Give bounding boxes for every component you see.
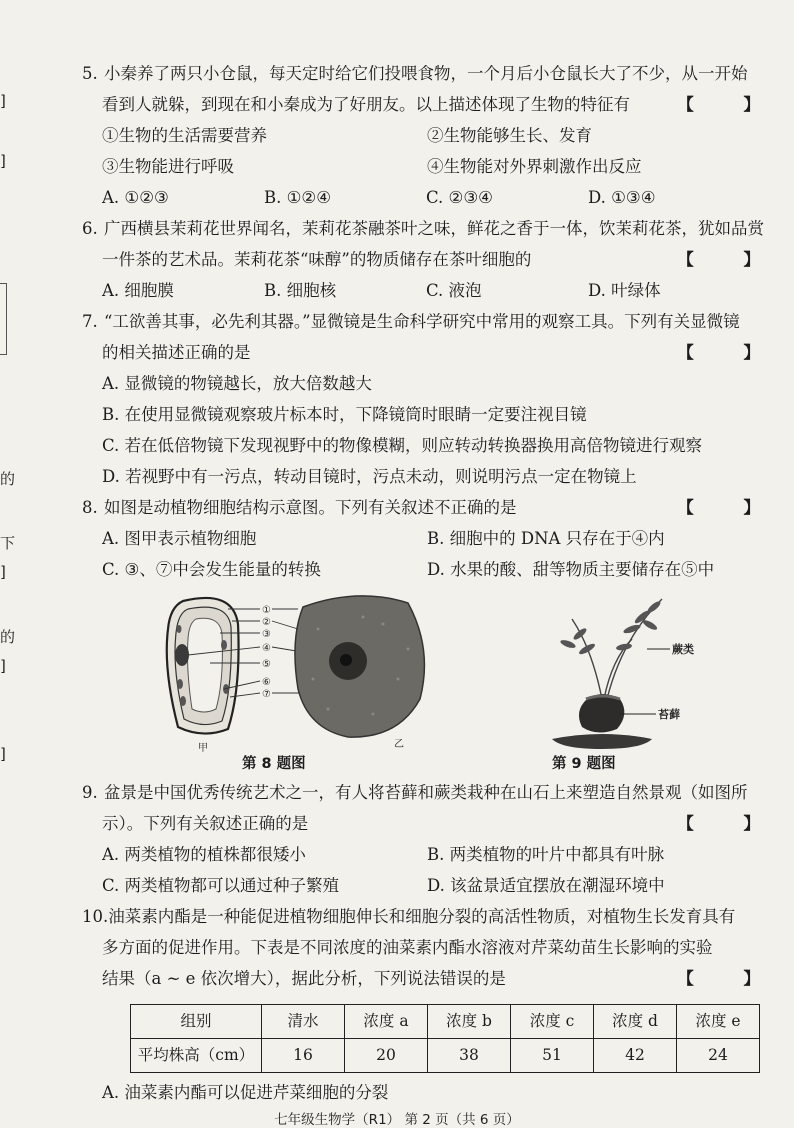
question-5 bbox=[82, 58, 782, 213]
moss-label: 苔藓 bbox=[658, 708, 680, 721]
edge-mark: 的 bbox=[0, 628, 16, 646]
table-cell: 平均株高（cm） bbox=[131, 1039, 262, 1073]
table-cell: 24 bbox=[677, 1039, 760, 1073]
page-footer: 七年级生物学（R1） 第 2 页（共 6 页） bbox=[274, 1112, 520, 1128]
table-cell: 清水 bbox=[262, 1005, 345, 1039]
answer-bracket: 【 】 bbox=[677, 250, 782, 269]
question-stem: 结果（a ~ e 依次增大），据此分析，下列说法错误的是 bbox=[102, 969, 506, 988]
option-c: C. 液泡 bbox=[426, 281, 482, 300]
question-stem: 一件茶的艺术品。茉莉花茶“味醇”的物质储存在茶叶细胞的 bbox=[102, 250, 532, 269]
option-a: A. 显微镜的物镜越长，放大倍数越大 bbox=[102, 374, 372, 393]
option-a: A. ①②③ bbox=[102, 188, 169, 207]
edge-mark: ] bbox=[0, 745, 6, 763]
option-d: D. 该盆景适宜摆放在潮湿环境中 bbox=[427, 876, 665, 895]
table-cell: 51 bbox=[511, 1039, 594, 1073]
diagram-label: ⑥ bbox=[262, 677, 271, 688]
edge-bar bbox=[0, 283, 7, 355]
table-cell: 38 bbox=[428, 1039, 511, 1073]
rock-and-moss bbox=[552, 694, 652, 749]
question-number: 7. bbox=[82, 312, 98, 331]
edge-mark: ] bbox=[0, 563, 6, 581]
question-number: 9. bbox=[82, 783, 98, 802]
figure-9-caption: 第 9 题图 bbox=[552, 756, 616, 772]
answer-bracket: 【 】 bbox=[677, 498, 782, 517]
question-stem: “工欲善其事，必先利其器。”显微镜是生命科学研究中常用的观察工具。下列有关显微镜 bbox=[104, 312, 740, 331]
option-c: C. 两类植物都可以通过种子繁殖 bbox=[102, 876, 340, 895]
table-cell: 浓度 d bbox=[594, 1005, 677, 1039]
cell-structure-diagram bbox=[158, 589, 488, 754]
edge-mark: ] bbox=[0, 657, 6, 675]
option-a: A. 油菜素内酯可以促进芹菜细胞的分裂 bbox=[102, 1083, 389, 1102]
diagram-label: ③ bbox=[262, 629, 271, 640]
edge-mark: ] bbox=[0, 152, 6, 170]
animal-cell-label: 乙 bbox=[394, 739, 404, 750]
option-b: B. 在使用显微镜观察玻片标本时，下降镜筒时眼睛一定要注视目镜 bbox=[102, 405, 587, 424]
table-cell: 浓度 a bbox=[345, 1005, 428, 1039]
question-stem: 示）。下列有关叙述正确的是 bbox=[102, 814, 309, 833]
question-stem: 广西横县茉莉花世界闻名，茉莉花茶融茶叶之味，鲜花之香于一体，饮茉莉花茶，犹如品赏 bbox=[104, 219, 764, 238]
question-8 bbox=[82, 492, 782, 585]
figures-row bbox=[82, 589, 764, 777]
option-c: C. 若在低倍物镜下发现视野中的物像模糊，则应转动转换器换用高倍物镜进行观察 bbox=[102, 436, 703, 455]
option-a: A. 图甲表示植物细胞 bbox=[102, 529, 257, 548]
option-c: C. ②③④ bbox=[426, 188, 493, 207]
option-a: A. 两类植物的植株都很矮小 bbox=[102, 845, 306, 864]
option-b: B. ①②④ bbox=[264, 188, 331, 207]
fern-label: 蕨类 bbox=[672, 643, 694, 656]
question-stem: 多方面的促进作用。下表是不同浓度的油菜素内酯水溶液对芹菜幼苗生长影响的实验 bbox=[102, 938, 713, 957]
diagram-label: ⑦ bbox=[262, 689, 271, 700]
plant-cell bbox=[167, 598, 239, 734]
option-d: D. 若视野中有一污点，转动目镜时，污点未动，则说明污点一定在物镜上 bbox=[102, 467, 637, 486]
exam-content bbox=[82, 58, 782, 1108]
option-d: D. 水果的酸、甜等物质主要储存在⑤中 bbox=[427, 560, 715, 579]
table-cell: 浓度 c bbox=[511, 1005, 594, 1039]
question-6 bbox=[82, 213, 782, 306]
figure-8-caption: 第 8 题图 bbox=[242, 756, 306, 772]
table-cell: 20 bbox=[345, 1039, 428, 1073]
question-number: 6. bbox=[82, 219, 98, 238]
question-stem: 的相关描述正确的是 bbox=[102, 343, 251, 362]
edge-mark: ] bbox=[0, 92, 6, 110]
question-9 bbox=[82, 777, 782, 901]
option-a: A. 细胞膜 bbox=[102, 281, 174, 300]
question-stem: 油菜素内酯是一种能促进植物细胞伸长和细胞分裂的高活性物质，对植物生长发育具有 bbox=[108, 907, 736, 926]
option-d: D. 叶绿体 bbox=[588, 281, 661, 300]
diagram-label: ② bbox=[262, 617, 271, 628]
table-cell: 浓度 b bbox=[428, 1005, 511, 1039]
statement-item: ①生物的生活需要营养 bbox=[102, 126, 267, 145]
table-cell: 42 bbox=[594, 1039, 677, 1073]
table-cell: 16 bbox=[262, 1039, 345, 1073]
answer-bracket: 【 】 bbox=[677, 814, 782, 833]
statement-item: ②生物能够生长、发育 bbox=[427, 126, 592, 145]
option-c: C. ③、⑦中会发生能量的转换 bbox=[102, 560, 321, 579]
question-10 bbox=[82, 901, 782, 1108]
question-number: 10. bbox=[82, 907, 109, 926]
option-b: B. 两类植物的叶片中都具有叶脉 bbox=[427, 845, 665, 864]
diagram-label: ④ bbox=[262, 643, 271, 654]
edge-mark: 的 bbox=[0, 470, 16, 488]
statement-item: ③生物能进行呼吸 bbox=[102, 157, 234, 176]
diagram-label: ① bbox=[262, 605, 271, 616]
answer-bracket: 【 】 bbox=[677, 969, 782, 988]
table-cell: 浓度 e bbox=[677, 1005, 760, 1039]
option-b: B. 细胞中的 DNA 只存在于④内 bbox=[427, 529, 665, 548]
diagram-label: ⑤ bbox=[262, 659, 271, 670]
question-stem: 看到人就躲，到现在和小秦成为了好朋友。以上描述体现了生物的特征有 bbox=[102, 95, 630, 114]
bonsai-picture bbox=[532, 589, 712, 754]
question-number: 8. bbox=[82, 498, 98, 517]
edge-mark: 下 bbox=[0, 534, 16, 552]
question-7 bbox=[82, 306, 782, 492]
answer-bracket: 【 】 bbox=[677, 95, 782, 114]
statement-item: ④生物能对外界刺激作出反应 bbox=[427, 157, 642, 176]
plant-cell-label: 甲 bbox=[198, 743, 208, 754]
question-stem: 盆景是中国优秀传统艺术之一，有人将苔藓和蕨类栽种在山石上来塑造自然景观（如图所 bbox=[104, 783, 748, 802]
answer-bracket: 【 】 bbox=[677, 343, 782, 362]
table-header-row bbox=[131, 1005, 760, 1039]
question-stem: 小秦养了两只小仓鼠，每天定时给它们投喂食物，一个月后小仓鼠长大了不少，从一开始 bbox=[104, 64, 748, 83]
option-b: B. 细胞核 bbox=[264, 281, 337, 300]
question-number: 5. bbox=[82, 64, 98, 83]
table-cell: 组别 bbox=[131, 1005, 262, 1039]
option-d: D. ①③④ bbox=[588, 188, 656, 207]
animal-cell bbox=[295, 596, 424, 737]
experiment-table bbox=[130, 1004, 760, 1073]
question-stem: 如图是动植物细胞结构示意图。下列有关叙述不正确的是 bbox=[104, 498, 517, 517]
table-row bbox=[131, 1039, 760, 1073]
